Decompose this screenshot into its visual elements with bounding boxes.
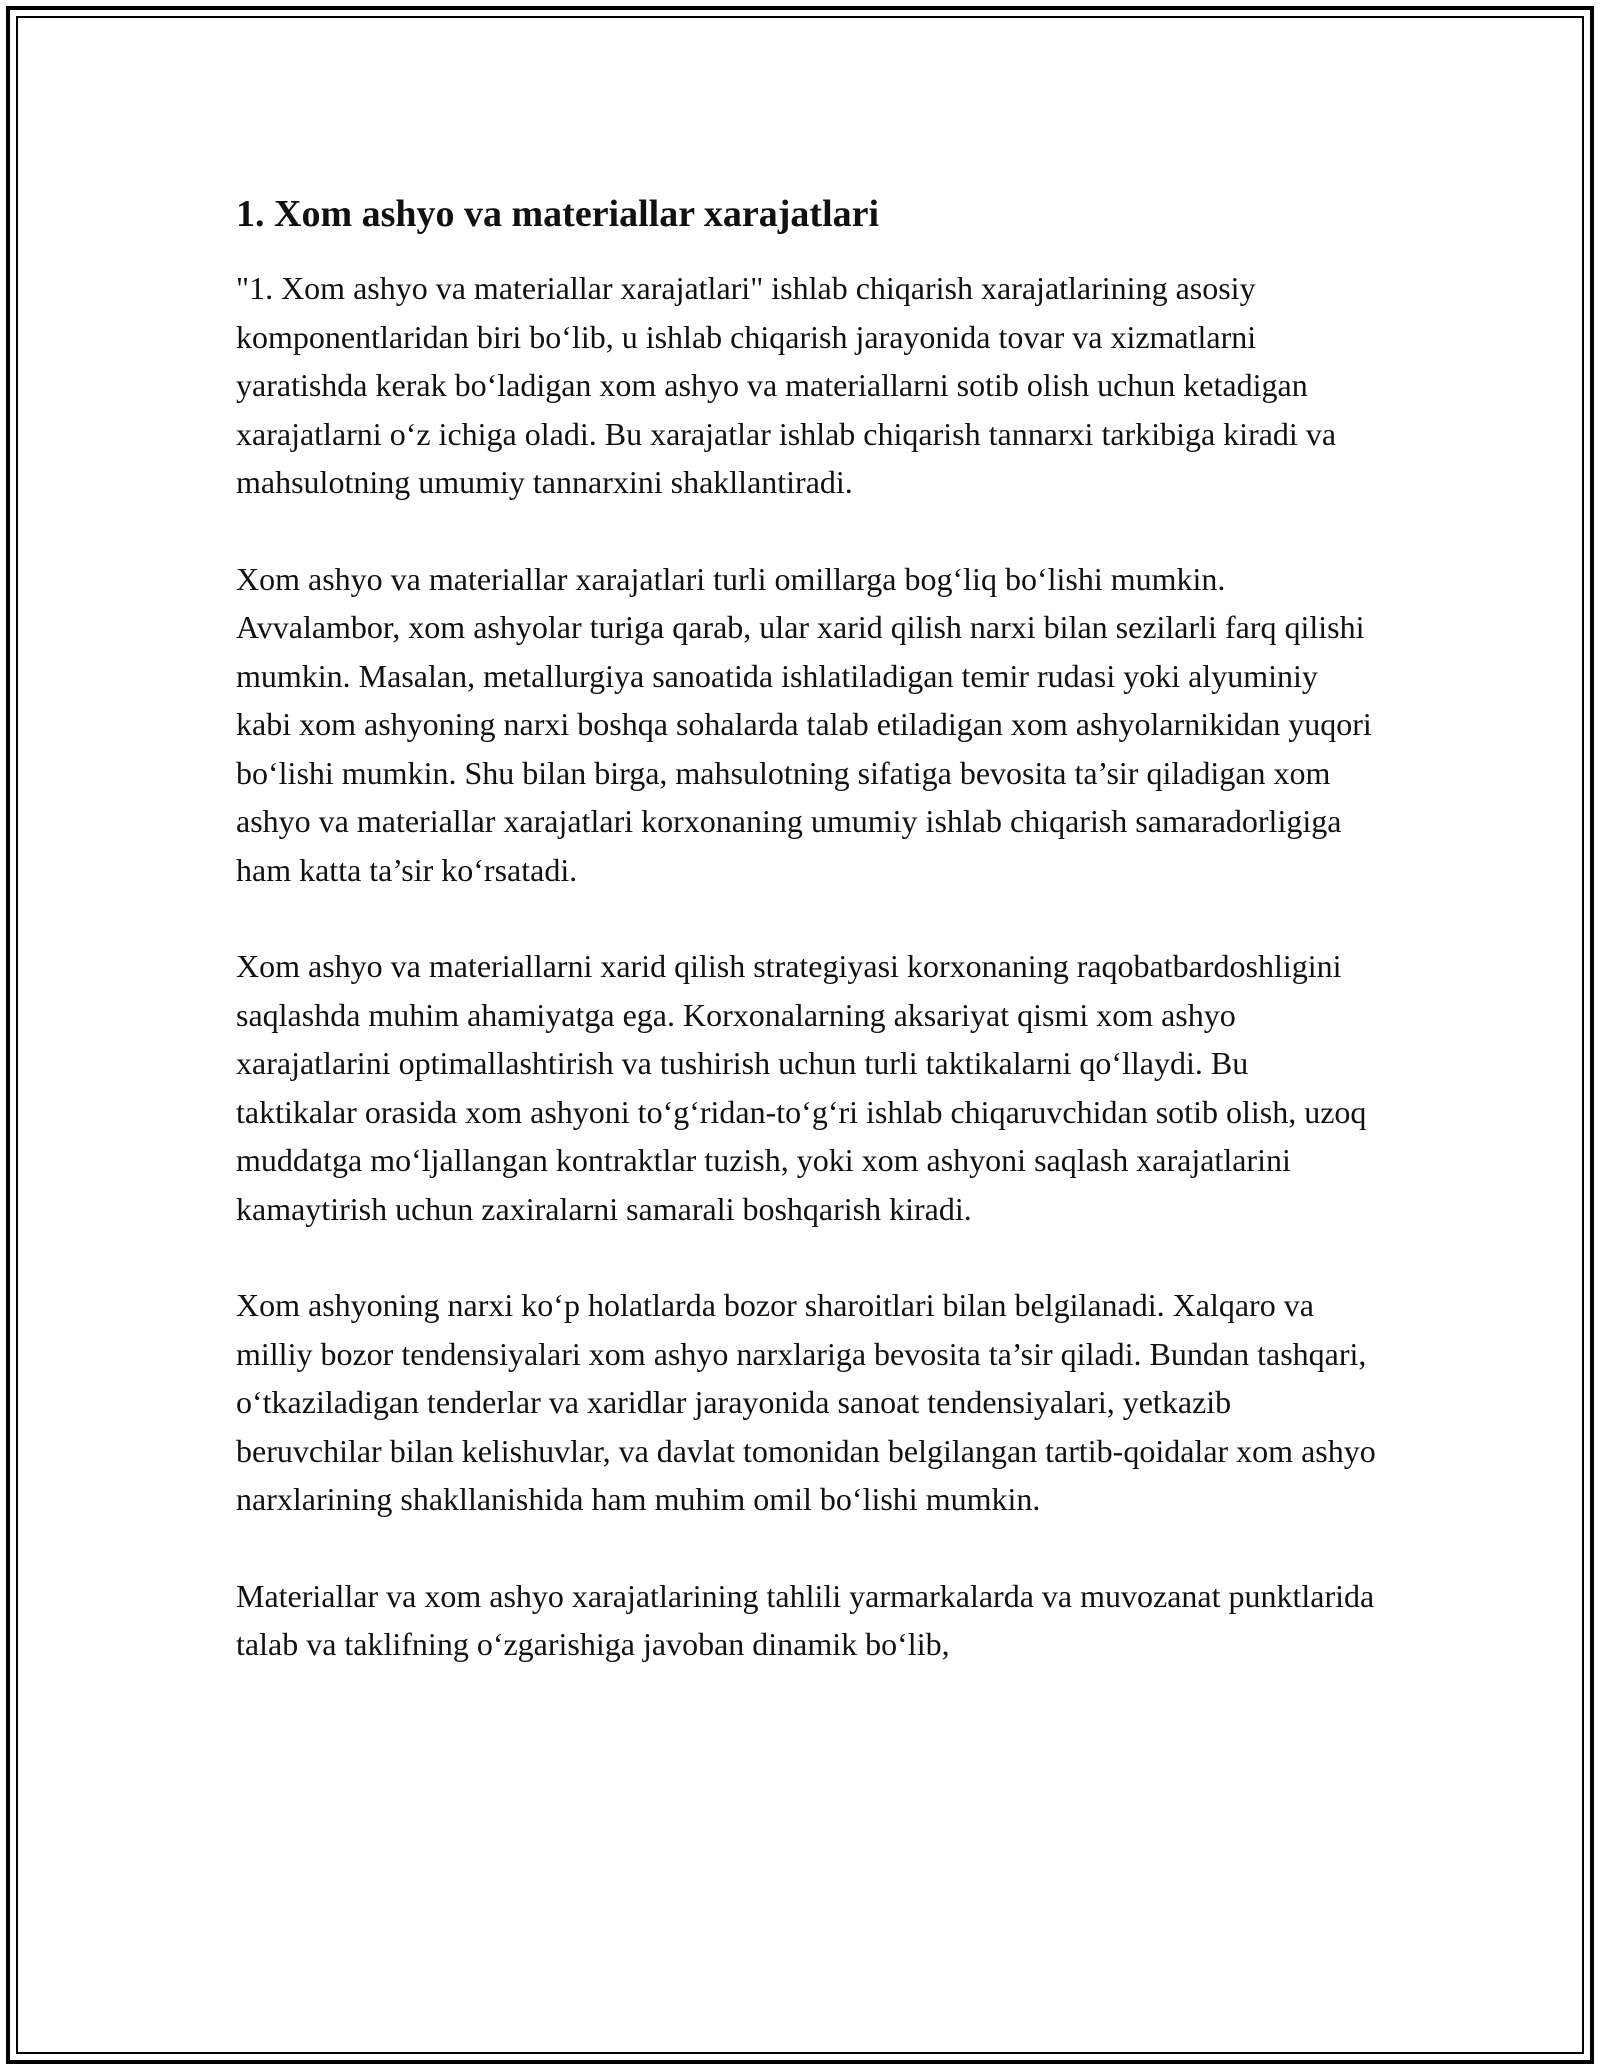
paragraph-1: "1. Xom ashyo va materiallar xarajatlari" ishlab chiqarish xarajatlarining asosiy komponentlaridan biri bo‘lib, u ishlab chiqarish jarayonida tovar va xizmatlarni yaratishda kerak bo‘ladigan xom ashyo va materiallarni sotib olish uchun ketadigan xarajatlarni o‘z ichiga oladi. Bu xarajatlar ishlab chiqarish tannarxi tarkibiga kiradi va mahsulotning umumiy tannarxini shakllantiradi.	[236, 270, 1337, 500]
paragraph-3: Xom ashyo va materiallarni xarid qilish strategiyasi korxonaning raqobatbardoshligini saqlashda muhim ahamiyatga ega. Korxonalarning aksariyat qismi xom ashyo xarajatlarini optimallashtirish va tushirish uchun turli taktikalarni qo‘llaydi. Bu taktikalar orasida xom ashyoni to‘g‘ridan-to‘g‘ri ishlab chiqaruvchidan sotib olish, uzoq muddatga mo‘ljallangan kontraktlar tuzish, yoki xom ashyoni saqlash xarajatlarini kamaytirish uchun zaxiralarni samarali boshqarish kiradi.	[236, 948, 1367, 1227]
section-heading: 1. Xom ashyo va materiallar xarajatlari	[236, 193, 880, 235]
paragraph-2: Xom ashyo va materiallar xarajatlari turli omillarga bog‘liq bo‘lishi mumkin. Avvalambor, xom ashyolar turiga qarab, ular xarid qilish narxi bilan sezilarli farq qilishi mumkin. Masalan, metallurgiya sanoatida ishlatiladigan temir rudasi yoki alyuminiy kabi xom ashyoning narxi boshqa sohalarda talab etiladigan xom ashyolarnikidan yuqori bo‘lishi mumkin. Shu bilan birga, mahsulotning sifatiga bevosita ta’sir qiladigan xom ashyo va materiallar xarajatlari korxonaning umumiy ishlab chiqarish samaradorligiga ham katta ta’sir ko‘rsatadi.	[236, 560, 1372, 888]
paragraph-5: Materiallar va xom ashyo xarajatlarining tahlili yarmarkalarda va muvozanat punktlarida talab va taklifning o‘zgarishiga javoban dinamik bo‘lib,	[236, 1577, 1375, 1662]
paragraph-4: Xom ashyoning narxi ko‘p holatlarda bozor sharoitlari bilan belgilanadi. Xalqaro va milliy bozor tendensiyalari xom ashyo narxlariga bevosita ta’sir qiladi. Bundan tashqari, o‘tkaziladigan tenderlar va xaridlar jarayonida sanoat tendensiyalari, yetkazib beruvchilar bilan kelishuvlar, va davlat tomonidan belgilangan tartib-qoidalar xom ashyo narxlarining shakllanishida ham muhim omil bo‘lishi mumkin.	[236, 1287, 1376, 1517]
document-body	[236, 190, 1376, 1717]
